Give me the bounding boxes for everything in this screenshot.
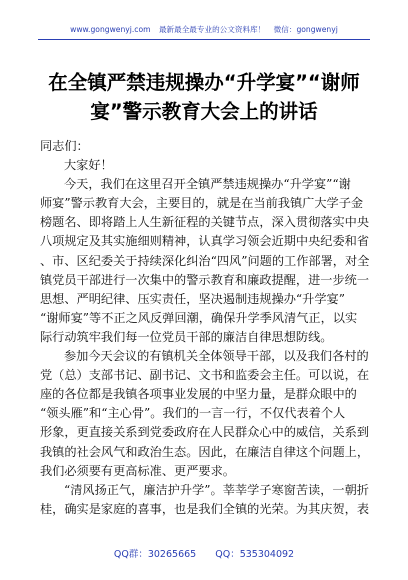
body-line: 桂，确实是家庭的喜事，也是我们全镇的光荣。为其庆贺，表 xyxy=(40,501,370,516)
page-header xyxy=(38,24,370,35)
body-line: 座的各位都是我镇各项事业发展的中坚力量，是群众眼中的 xyxy=(40,387,357,402)
body-line: 思想、严明纪律、压实责任，坚决遏制违规操办“升学宴” xyxy=(40,291,345,306)
body-line: 师宴”警示教育大会，主要目的，就是在当前我镇广大学子金 xyxy=(40,196,364,211)
body-line: 参加今天会议的有镇机关全体领导干部，以及我们各村的 xyxy=(64,349,369,364)
title-line-2: 宴”警示教育大会上的讲话 xyxy=(90,100,318,123)
site-url[interactable]: www.gongwenyj.com xyxy=(70,25,151,34)
body-line: 我们必须要有更高标准、更严要求。 xyxy=(40,463,235,478)
qq-contact: QQ：535304092 xyxy=(215,549,295,560)
body-line: 我镇的社会风气和政治生态。因此，在廉洁自律这个问题上， xyxy=(40,444,370,459)
body-line: 形象，更直接关系到党委政府在人民群众心中的威信，关系到 xyxy=(40,425,370,440)
body-line: 八项规定及其实施细则精神，认真学习领会近期中央纪委和省 xyxy=(40,234,370,249)
title-line-1: 在全镇严禁违规操办“升学宴”“谢师 xyxy=(48,71,360,94)
salutation: 同志们： xyxy=(40,139,89,153)
qq-group: QQ群：30265665 xyxy=(113,549,197,560)
body-line: 际行动筑牢我们每一位党员干部的廉洁自律思想防线。 xyxy=(40,329,333,344)
site-slogan: 最新最全最专业的公文资料库！ xyxy=(158,25,266,34)
body-line: 今天，我们在这里召开全镇严禁违规操办“升学宴”“谢 xyxy=(64,177,351,192)
body-line: “谢师宴”等不正之风反弹回潮，确保升学季风清气正，以实 xyxy=(40,310,358,325)
body-line: 榜题名、即将踏上人生新征程的关键节点，深入贯彻落实中央 xyxy=(40,215,370,230)
body-line: 党（总）支部书记、副书记、文书和监委会主任。可以说，在 xyxy=(40,368,370,383)
page-footer xyxy=(0,546,408,560)
body-line: 镇党员干部进行一次集中的警示教育和廉政提醒，进一步统一 xyxy=(40,272,370,287)
body-line: “清风扬正气，廉洁护升学”。莘莘学子寒窗苦读，一朝折 xyxy=(64,482,369,497)
document-title xyxy=(30,68,378,126)
greeting: 大家好！ xyxy=(64,158,113,173)
body-line: 、市、区纪委关于持续深化纠治“四风”问题的工作部署，对全 xyxy=(40,253,370,268)
wechat-id: 微信：gongwenyj xyxy=(273,25,338,34)
document-body xyxy=(40,137,370,519)
body-line: “领头雁”和“主心骨”。我们的一言一行，不仅代表着个人 xyxy=(40,406,346,421)
header-divider xyxy=(38,39,370,40)
